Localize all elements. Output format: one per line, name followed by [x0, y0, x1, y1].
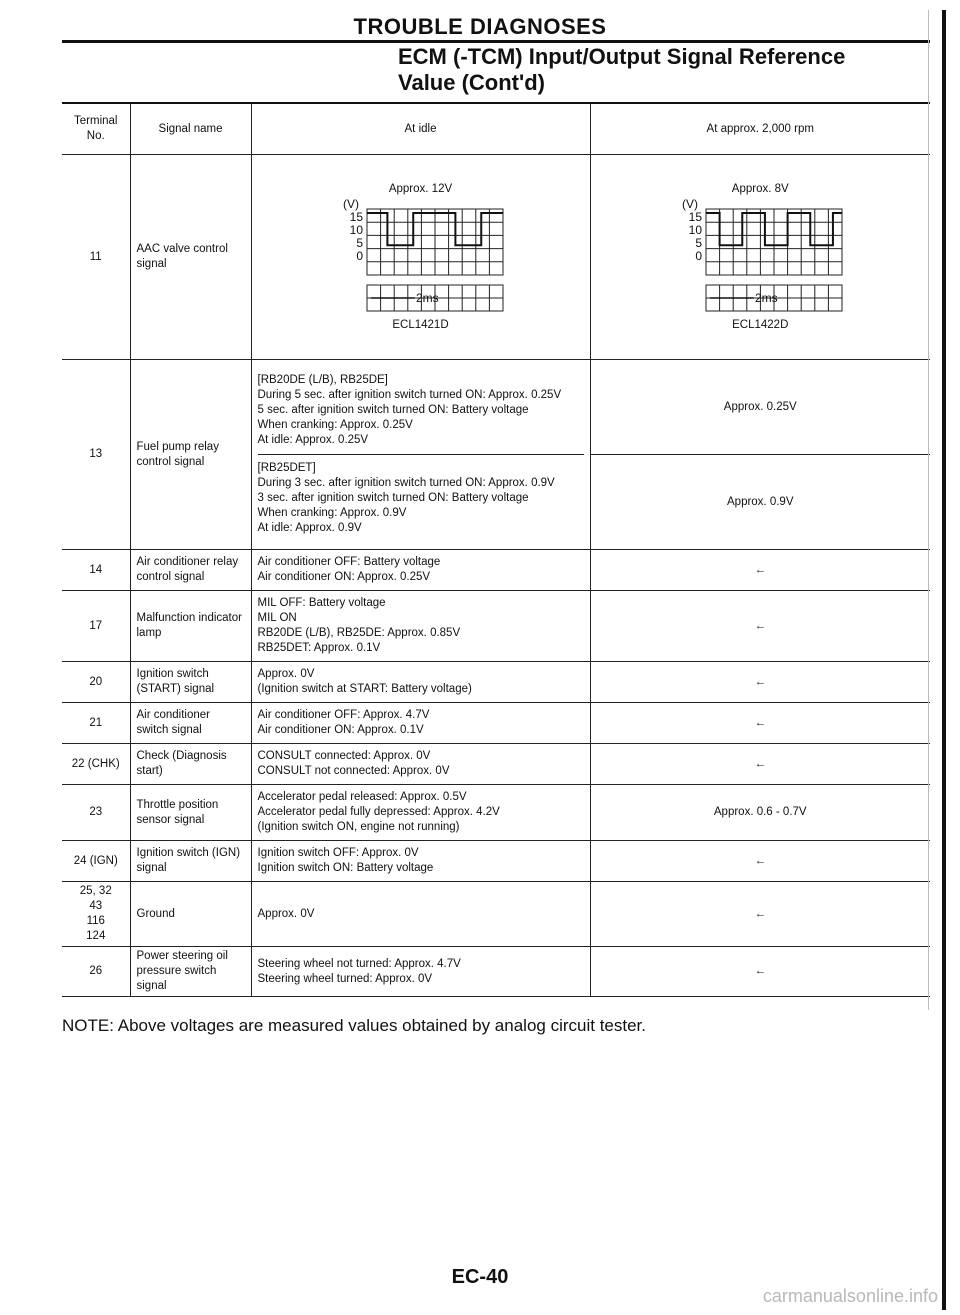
idle-value-line: (Ignition switch ON, engine not running): [257, 821, 460, 833]
idle-value-cell: [251, 841, 590, 882]
terminal-number: [62, 662, 130, 703]
idle-value-line: RB25DET: Approx. 0.1V: [257, 642, 381, 654]
terminal-number-line: 43: [89, 900, 103, 912]
terminal-number: [62, 841, 130, 882]
idle-value-line: Accelerator pedal fully depressed: Approx. 4.2V: [257, 806, 500, 818]
idle-value-cell: [251, 550, 590, 591]
terminal-number-line: 24 (IGN): [73, 854, 118, 867]
rpm-value: Approx. 0.9V: [727, 496, 794, 508]
terminal-number: [62, 785, 130, 841]
col-header-terminal: Terminal No.: [62, 104, 130, 155]
terminal-number-line: 17: [89, 619, 103, 632]
idle-value-line: MIL ON: [257, 612, 297, 624]
idle-value-line: At idle: Approx. 0.9V: [257, 522, 362, 534]
rpm-value: Approx. 0.25V: [591, 360, 931, 455]
terminal-number: [62, 744, 130, 785]
table-row: [62, 360, 930, 550]
idle-value-line: (Ignition switch at START: Battery voltage): [257, 683, 472, 695]
idle-value: [258, 596, 584, 656]
voltage-tick-label: 5: [355, 235, 363, 250]
idle-value-line: Air conditioner ON: Approx. 0.25V: [257, 571, 431, 583]
idle-value-cell: [251, 744, 590, 785]
table-row: [62, 662, 930, 703]
terminal-number: [62, 947, 130, 997]
rpm-value: ←: [590, 703, 930, 744]
idle-value: [258, 907, 584, 922]
signal-name: Ignition switch (START) signal: [130, 662, 251, 703]
voltage-unit-label: (V): [342, 196, 359, 211]
rpm-waveform-cell: [590, 155, 930, 360]
col-header-signal: Signal name: [130, 104, 251, 155]
signal-name: Air conditioner relay control signal: [130, 550, 251, 591]
signal-name: Check (Diagnosis start): [130, 744, 251, 785]
idle-value-line: Accelerator pedal released: Approx. 0.5V: [257, 791, 467, 803]
waveform-grid: [706, 209, 842, 275]
table-row: [62, 785, 930, 841]
signal-name: Ground: [130, 882, 251, 947]
idle-value-line: During 3 sec. after ignition switch turned ON: Approx. 0.9V: [257, 477, 555, 489]
terminal-number-line: 14: [89, 563, 103, 576]
rpm-value: ←: [590, 591, 930, 662]
idle-value-line: Ignition switch OFF: Approx. 0V: [257, 847, 419, 859]
header-rule: [62, 40, 930, 43]
rpm-value: ←: [590, 882, 930, 947]
voltage-tick-label: 10: [349, 222, 363, 237]
table-row: [62, 947, 930, 997]
idle-value: [258, 749, 584, 779]
terminal-number: [62, 155, 130, 360]
figure-code-label: ECL1421D: [392, 318, 449, 331]
idle-value-cell: [251, 882, 590, 947]
table-header-row: [62, 104, 930, 155]
voltage-tick-label: 15: [688, 209, 703, 224]
signal-reference-table: [62, 104, 930, 997]
idle-value: [258, 957, 584, 987]
idle-value-line: Air conditioner ON: Approx. 0.1V: [257, 724, 424, 736]
section-title-line2: Value (Cont'd): [398, 70, 546, 95]
idle-value: [258, 367, 584, 455]
idle-value-line: During 5 sec. after ignition switch turned ON: Approx. 0.25V: [257, 389, 562, 401]
idle-value-line: CONSULT connected: Approx. 0V: [257, 750, 431, 762]
waveform-approx-label: Approx. 8V: [731, 182, 789, 195]
page-header-title: TROUBLE DIAGNOSES: [353, 14, 607, 39]
idle-value-line: Steering wheel not turned: Approx. 4.7V: [257, 957, 461, 970]
idle-value-cell: [251, 591, 590, 662]
idle-value-line: MIL OFF: Battery voltage: [257, 597, 386, 609]
waveform-idle: [252, 182, 590, 333]
rpm-value: ←: [590, 744, 930, 785]
rpm-value: ←: [590, 550, 930, 591]
watermark: carmanualsonline.info: [762, 1286, 938, 1306]
table-row: [62, 591, 930, 662]
table-row: [62, 550, 930, 591]
terminal-number-line: 26: [89, 965, 103, 977]
terminal-number-line: 11: [89, 250, 102, 263]
idle-value-line: Approx. 0V: [257, 668, 315, 680]
idle-value: [258, 555, 584, 585]
signal-name: Throttle position sensor signal: [130, 785, 251, 841]
terminal-number-line: 25, 32: [79, 885, 112, 897]
rpm-value: ←: [590, 662, 930, 703]
terminal-number-line: 13: [89, 448, 103, 460]
table-row: [62, 841, 930, 882]
terminal-number: [62, 360, 130, 550]
idle-value-line: 5 sec. after ignition switch turned ON: Battery voltage: [257, 404, 529, 416]
terminal-number: [62, 591, 130, 662]
time-scale-label: 2ms: [755, 290, 778, 305]
table-row: [62, 155, 930, 360]
terminal-number-line: 124: [86, 930, 106, 942]
idle-value: [258, 455, 584, 542]
rpm-split-cell: [590, 360, 930, 550]
idle-split-cell: [251, 360, 590, 550]
terminal-number-line: 23: [89, 806, 103, 818]
time-scale-label: 2ms: [415, 290, 439, 305]
signal-name: Malfunction indicator lamp: [130, 591, 251, 662]
idle-value-cell: [251, 703, 590, 744]
binding-edge: [942, 10, 946, 1310]
voltage-unit-label: (V): [682, 196, 699, 211]
table-row: [62, 882, 930, 947]
idle-value-line: RB20DE (L/B), RB25DE: Approx. 0.85V: [257, 627, 461, 639]
waveform-graph: [670, 197, 850, 317]
measurement-note: NOTE: Above voltages are measured values obtained by analog circuit tester.: [62, 1016, 646, 1035]
rpm-value: ←: [590, 947, 930, 997]
signal-name: Air conditioner switch signal: [130, 703, 251, 744]
section-title-line1: ECM (-TCM) Input/Output Signal Reference: [398, 44, 846, 69]
idle-value-line: CONSULT not connected: Approx. 0V: [257, 765, 450, 777]
idle-value-cell: [251, 947, 590, 997]
idle-value: [258, 667, 584, 697]
terminal-number-line: 22 (CHK): [71, 757, 120, 770]
table-row: [62, 744, 930, 785]
signal-name: AAC valve control signal: [130, 155, 251, 360]
idle-waveform-cell: [251, 155, 590, 360]
scan-edge: [928, 10, 929, 1010]
waveform-graph: [331, 197, 511, 317]
idle-value-line: Approx. 0V: [257, 907, 315, 920]
rpm-value: ←: [590, 841, 930, 882]
voltage-tick-label: 0: [695, 248, 703, 263]
waveform-approx-label: Approx. 12V: [388, 182, 453, 195]
signal-name: Power steering oil pressure switch signal: [130, 947, 251, 997]
voltage-tick-label: 5: [695, 235, 703, 250]
terminal-number: [62, 550, 130, 591]
signal-name: Fuel pump relay control signal: [130, 360, 251, 550]
idle-value-line: When cranking: Approx. 0.9V: [257, 507, 407, 519]
idle-value-line: Ignition switch ON: Battery voltage: [257, 862, 434, 874]
idle-value-line: Air conditioner OFF: Approx. 4.7V: [257, 709, 430, 721]
signal-name: Ignition switch (IGN) signal: [130, 841, 251, 882]
voltage-tick-label: 0: [355, 248, 363, 263]
terminal-number: [62, 703, 130, 744]
table-row: [62, 703, 930, 744]
idle-value: [258, 846, 584, 876]
idle-value-line: At idle: Approx. 0.25V: [257, 434, 369, 446]
idle-value-line: Air conditioner OFF: Battery voltage: [257, 556, 441, 568]
idle-value: [258, 790, 584, 835]
terminal-number: [62, 882, 130, 947]
col-header-idle: At idle: [251, 104, 590, 155]
voltage-tick-label: 15: [349, 209, 363, 224]
idle-value-line: [RB20DE (L/B), RB25DE]: [257, 374, 388, 386]
section-title: [398, 44, 845, 96]
terminal-number-line: 21: [89, 716, 103, 729]
voltage-tick-label: 10: [688, 222, 703, 237]
idle-value-line: 3 sec. after ignition switch turned ON: Battery voltage: [257, 492, 529, 504]
idle-value: [258, 708, 584, 738]
idle-value-line: [RB25DET]: [257, 462, 316, 474]
terminal-number-line: 20: [89, 675, 103, 688]
waveform-rpm: [591, 182, 931, 333]
idle-value-line: When cranking: Approx. 0.25V: [257, 419, 413, 431]
col-header-rpm: At approx. 2,000 rpm: [590, 104, 930, 155]
idle-value-cell: [251, 662, 590, 703]
idle-value-line: Steering wheel turned: Approx. 0V: [257, 972, 433, 985]
figure-code-label: ECL1422D: [732, 318, 789, 331]
page-number: EC-40: [451, 1266, 509, 1288]
rpm-value: Approx. 0.6 - 0.7V: [590, 785, 930, 841]
idle-value-cell: [251, 785, 590, 841]
terminal-number-line: 116: [86, 915, 105, 927]
